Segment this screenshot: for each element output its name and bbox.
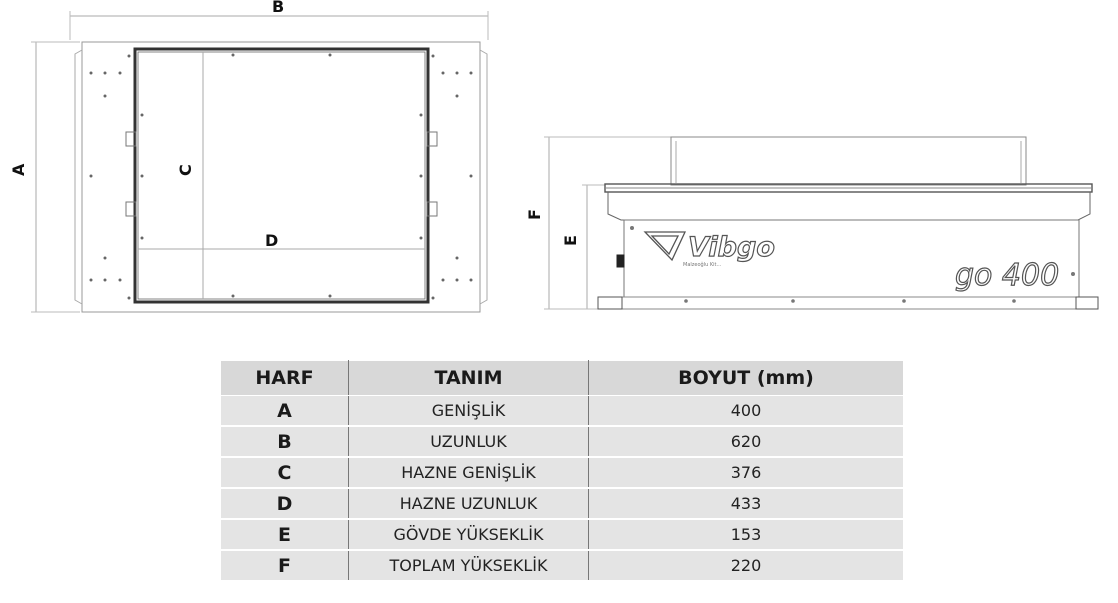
row-letter: D [221,488,349,519]
brand-logo [645,232,1059,293]
brand-tagline: Malzeoğlu Kit... [683,262,722,268]
table-row [221,457,904,488]
row-letter: B [221,426,349,457]
brand-name: Vibgo [688,232,775,263]
table-header-row [221,361,904,396]
row-description: HAZNE GENİŞLİK [349,457,589,488]
model-name: go 400 [955,258,1060,293]
row-description: HAZNE UZUNLUK [349,488,589,519]
dimension-label-a: A [9,163,28,176]
row-letter: E [221,519,349,550]
row-letter: A [221,396,349,427]
mounting-holes [90,54,473,300]
header-letter: HARF [221,361,349,396]
row-description: GENİŞLİK [349,396,589,427]
top-view [31,11,488,312]
dimension-table [220,360,903,581]
table-row [221,550,904,581]
table-row [221,426,904,457]
hopper-top [671,137,1026,185]
dimension-label-c: C [176,164,195,176]
row-value: 153 [589,519,904,550]
row-letter: C [221,457,349,488]
table-row [221,488,904,519]
row-value: 220 [589,550,904,581]
row-letter: F [221,550,349,581]
dimension-label-e: E [561,235,580,246]
row-value: 433 [589,488,904,519]
row-description: UZUNLUK [349,426,589,457]
row-description: TOPLAM YÜKSEKLİK [349,550,589,581]
row-value: 376 [589,457,904,488]
machine-base [598,297,1098,309]
logo-mark-icon [645,232,685,260]
row-value: 400 [589,396,904,427]
dimension-label-d: D [265,231,279,250]
header-description: TANIM [349,361,589,396]
dimension-label-f: F [525,209,544,220]
row-description: GÖVDE YÜKSEKLİK [349,519,589,550]
table-row [221,519,904,550]
dimension-label-b: B [272,0,285,16]
power-switch [617,255,624,267]
row-value: 620 [589,426,904,457]
header-size: BOYUT (mm) [589,361,904,396]
table-row [221,396,904,427]
